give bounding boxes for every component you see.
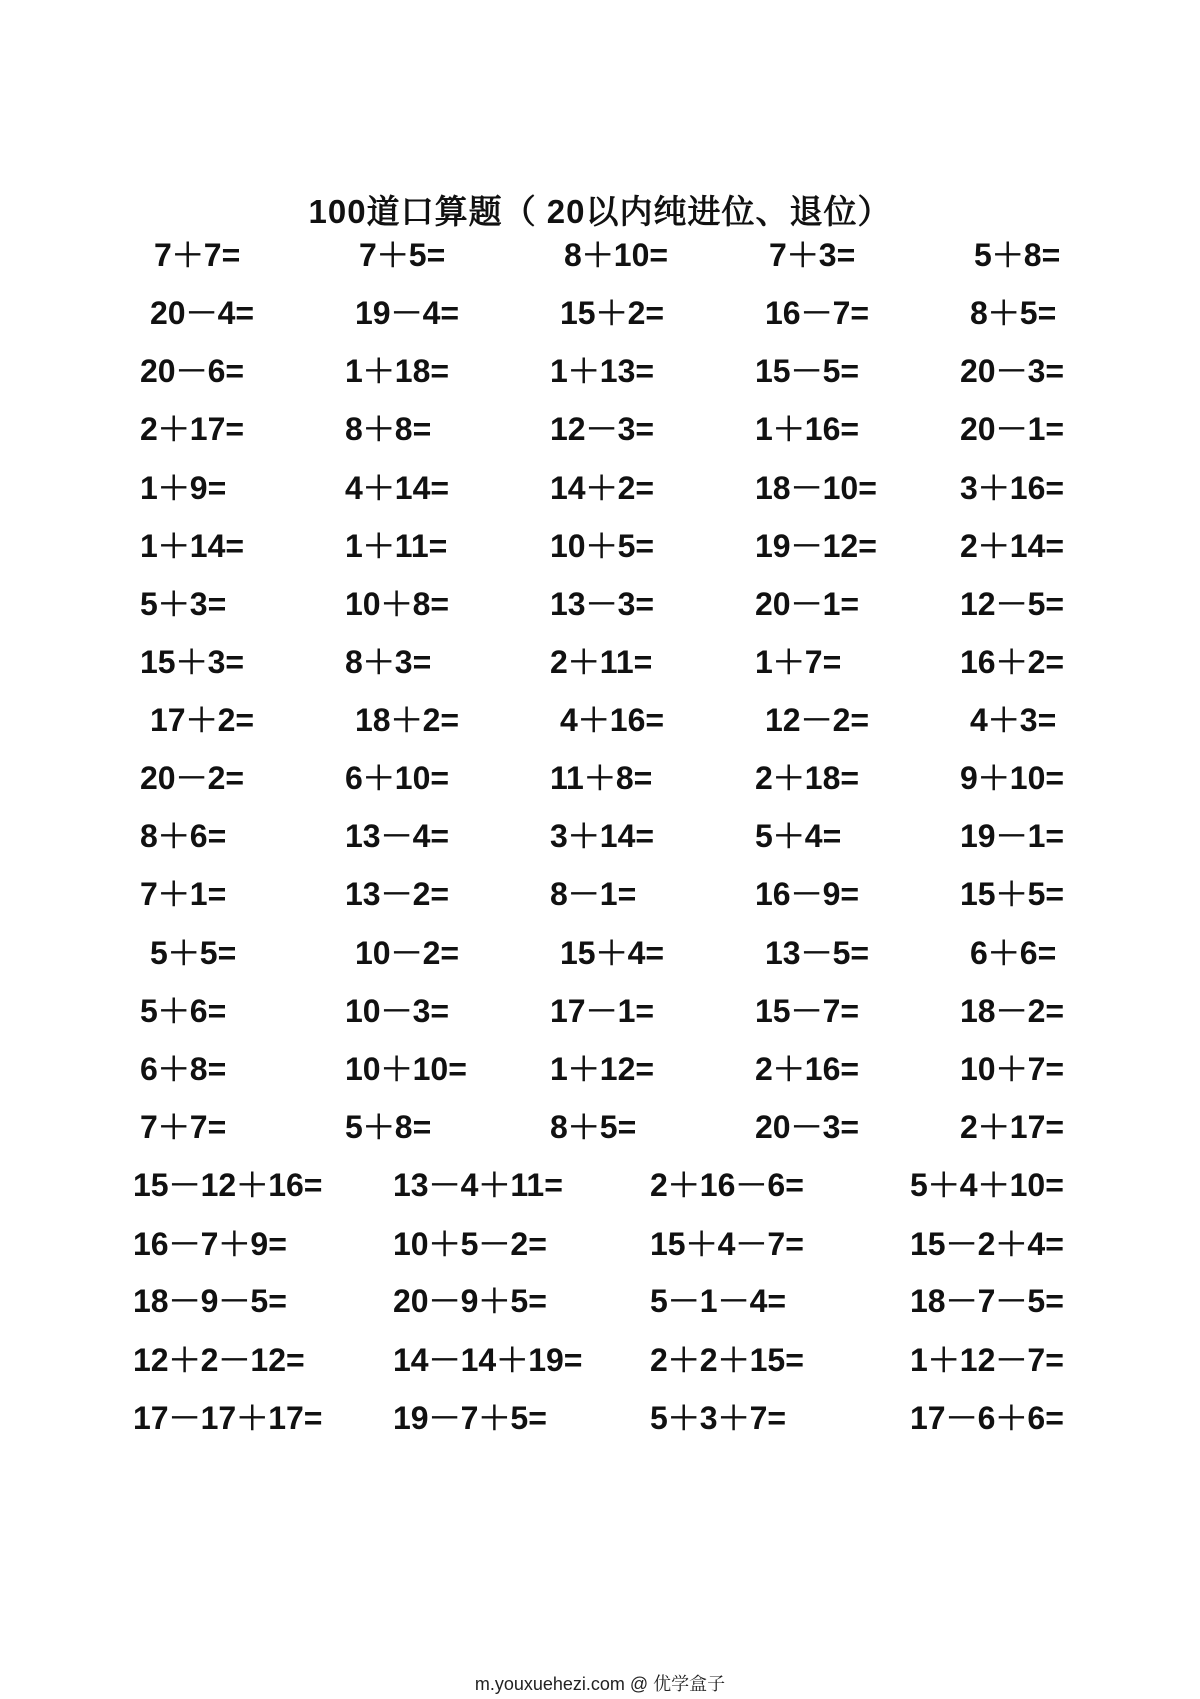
problem-item: 16－9= bbox=[755, 876, 860, 912]
problem-item: 20－1= bbox=[960, 411, 1065, 447]
problem-item: 15－2＋4= bbox=[910, 1226, 1064, 1262]
problem-item: 17－6＋6= bbox=[910, 1400, 1064, 1436]
problem-item: 12＋2－12= bbox=[133, 1342, 305, 1378]
problem-item: 8＋5= bbox=[970, 295, 1057, 331]
problem-item: 8＋8= bbox=[345, 411, 432, 447]
problem-item: 5＋3＋7= bbox=[650, 1400, 787, 1436]
problem-item: 14＋2= bbox=[550, 470, 655, 506]
problem-item: 2＋2＋15= bbox=[650, 1342, 804, 1378]
problem-item: 8－1= bbox=[550, 876, 637, 912]
problem-item: 18＋2= bbox=[355, 702, 460, 738]
problem-item: 17＋2= bbox=[150, 702, 255, 738]
problem-item: 17－17＋17= bbox=[133, 1400, 323, 1436]
problem-item: 19－4= bbox=[355, 295, 460, 331]
problem-item: 20－9＋5= bbox=[393, 1283, 547, 1319]
problem-item: 1＋12= bbox=[550, 1051, 655, 1087]
problem-item: 14－14＋19= bbox=[393, 1342, 583, 1378]
problem-item: 13－2= bbox=[345, 876, 450, 912]
problem-item: 13－5= bbox=[765, 935, 870, 971]
problem-item: 12－2= bbox=[765, 702, 870, 738]
problem-item: 15＋2= bbox=[560, 295, 665, 331]
problem-item: 18－2= bbox=[960, 993, 1065, 1029]
problem-item: 9＋10= bbox=[960, 760, 1065, 796]
problem-item: 7＋7= bbox=[154, 237, 241, 273]
problem-item: 1＋14= bbox=[140, 528, 245, 564]
problem-item: 13－4= bbox=[345, 818, 450, 854]
problem-item: 10＋8= bbox=[345, 586, 450, 622]
problem-item: 10＋5= bbox=[550, 528, 655, 564]
problem-item: 2＋11= bbox=[550, 644, 653, 680]
problem-item: 20－3= bbox=[755, 1109, 860, 1145]
problem-item: 18－10= bbox=[755, 470, 877, 506]
problem-item: 4＋3= bbox=[970, 702, 1057, 738]
problem-item: 18－7－5= bbox=[910, 1283, 1064, 1319]
problem-item: 11＋8= bbox=[550, 760, 653, 796]
problem-item: 17－1= bbox=[550, 993, 655, 1029]
problem-item: 15－5= bbox=[755, 353, 860, 389]
problem-item: 1＋13= bbox=[550, 353, 655, 389]
problem-item: 20－2= bbox=[140, 760, 245, 796]
problem-item: 1＋18= bbox=[345, 353, 450, 389]
problem-item: 16－7= bbox=[765, 295, 870, 331]
problem-item: 15＋5= bbox=[960, 876, 1065, 912]
problem-item: 15＋4－7= bbox=[650, 1226, 804, 1262]
problem-item: 5＋8= bbox=[974, 237, 1061, 273]
problem-item: 10＋5－2= bbox=[393, 1226, 547, 1262]
problem-item: 15－7= bbox=[755, 993, 860, 1029]
problem-item: 12－3= bbox=[550, 411, 655, 447]
problem-item: 4＋16= bbox=[560, 702, 665, 738]
problem-item: 7＋5= bbox=[359, 237, 446, 273]
problem-item: 13－4＋11= bbox=[393, 1167, 563, 1203]
problem-item: 15＋3= bbox=[140, 644, 245, 680]
problem-item: 5＋8= bbox=[345, 1109, 432, 1145]
problem-item: 13－3= bbox=[550, 586, 655, 622]
problem-item: 6＋8= bbox=[140, 1051, 227, 1087]
problem-item: 10＋7= bbox=[960, 1051, 1065, 1087]
problem-item: 19－7＋5= bbox=[393, 1400, 547, 1436]
problem-item: 2＋18= bbox=[755, 760, 860, 796]
problem-item: 1＋11= bbox=[345, 528, 448, 564]
problem-item: 20－4= bbox=[150, 295, 255, 331]
problem-item: 18－9－5= bbox=[133, 1283, 287, 1319]
problem-item: 1＋16= bbox=[755, 411, 860, 447]
problem-item: 20－6= bbox=[140, 353, 245, 389]
problem-item: 7＋7= bbox=[140, 1109, 227, 1145]
problem-item: 8＋10= bbox=[564, 237, 669, 273]
problem-item: 5＋5= bbox=[150, 935, 237, 971]
problem-item: 10－3= bbox=[345, 993, 450, 1029]
problem-item: 4＋14= bbox=[345, 470, 450, 506]
problem-item: 1＋7= bbox=[755, 644, 842, 680]
problem-item: 10＋10= bbox=[345, 1051, 467, 1087]
problem-item: 2＋17= bbox=[140, 411, 245, 447]
problem-item: 2＋17= bbox=[960, 1109, 1065, 1145]
problem-item: 1＋12－7= bbox=[910, 1342, 1064, 1378]
problem-item: 1＋9= bbox=[140, 470, 227, 506]
problem-item: 6＋10= bbox=[345, 760, 450, 796]
problem-item: 7＋3= bbox=[769, 237, 856, 273]
problem-item: 8＋3= bbox=[345, 644, 432, 680]
problem-item: 5＋4= bbox=[755, 818, 842, 854]
problem-item: 2＋14= bbox=[960, 528, 1065, 564]
problem-item: 19－1= bbox=[960, 818, 1065, 854]
problem-item: 6＋6= bbox=[970, 935, 1057, 971]
problem-item: 5＋3= bbox=[140, 586, 227, 622]
problem-item: 8＋5= bbox=[550, 1109, 637, 1145]
problem-item: 3＋14= bbox=[550, 818, 655, 854]
problem-item: 20－3= bbox=[960, 353, 1065, 389]
problem-item: 16＋2= bbox=[960, 644, 1065, 680]
problem-item: 5－1－4= bbox=[650, 1283, 787, 1319]
problem-item: 16－7＋9= bbox=[133, 1226, 287, 1262]
footer-watermark: m.youxuehezi.com @ 优学盒子 bbox=[474, 1674, 726, 1694]
problem-item: 5＋4＋10= bbox=[910, 1167, 1064, 1203]
problem-item: 15＋4= bbox=[560, 935, 665, 971]
problem-item: 12－5= bbox=[960, 586, 1065, 622]
problem-item: 20－1= bbox=[755, 586, 860, 622]
problem-item: 15－12＋16= bbox=[133, 1167, 323, 1203]
problem-item: 3＋16= bbox=[960, 470, 1065, 506]
problem-item: 5＋6= bbox=[140, 993, 227, 1029]
problem-item: 7＋1= bbox=[140, 876, 227, 912]
page-title: 100道口算题（ 20以内纯进位、退位） bbox=[308, 193, 892, 230]
problem-item: 10－2= bbox=[355, 935, 460, 971]
problem-item: 19－12= bbox=[755, 528, 877, 564]
problem-item: 2＋16= bbox=[755, 1051, 860, 1087]
problem-item: 8＋6= bbox=[140, 818, 227, 854]
problem-item: 2＋16－6= bbox=[650, 1167, 804, 1203]
